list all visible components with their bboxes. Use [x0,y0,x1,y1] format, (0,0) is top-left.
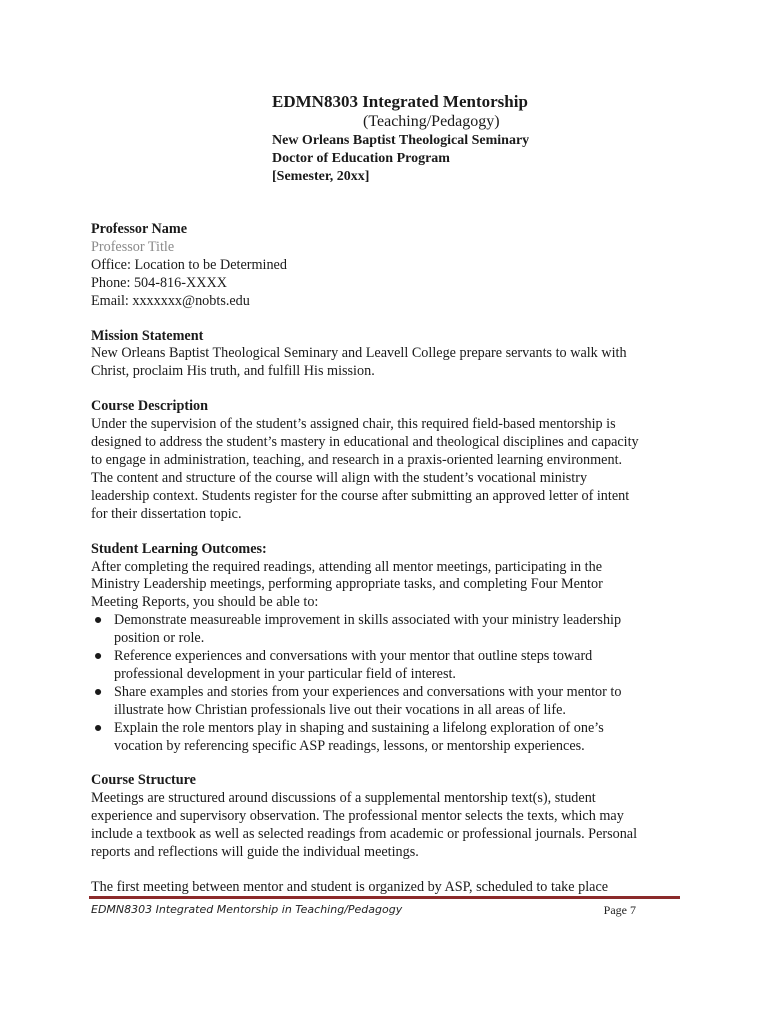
bullet-icon: ● [93,719,103,736]
professor-name: Professor Name [91,221,188,237]
professor-title: Professor Title [91,238,175,255]
outcome-line: vocation by referencing specific ASP readings, lessons, or mentorship experiences. [114,737,585,754]
mission-line: Christ, proclaim His truth, and fulfill His mission. [91,363,375,380]
description-line: to engage in administration, teaching, and research in a praxis-oriented learning environment. [91,451,623,468]
outcome-line: Explain the role mentors play in shaping and sustaining a lifelong exploration of one’s [114,719,604,736]
professor-block [91,221,691,311]
outcomes-intro-line: Meeting Reports, you should be able to: [91,594,319,611]
semester-label: [Semester, 20xx] [272,169,370,184]
description-line: designed to address the student’s mastery in educational and theological disciplines and capacity [91,434,639,451]
bullet-icon: ● [93,683,103,700]
structure-heading: Course Structure [91,772,196,789]
structure-line: reports and reflections will guide the individual meetings. [91,844,419,861]
mission-line: New Orleans Baptist Theological Seminary and Leavell College prepare servants to walk with [91,345,627,362]
list-item [91,612,691,648]
outcome-line: Demonstrate measureable improvement in skills associated with your ministry leadership [114,612,622,629]
description-line: The content and structure of the course will align with the student’s vocational ministry [91,469,588,486]
bullet-icon: ● [93,648,103,665]
program-name: Doctor of Education Program [272,151,450,166]
professor-office: Office: Location to be Determined [91,256,287,273]
structure-continued [91,879,691,897]
bullet-icon: ● [93,612,103,629]
description-section [91,398,691,523]
page-number: Page 7 [603,903,636,917]
outcomes-section [91,541,691,756]
document-body [91,221,691,897]
outcome-line: illustrate how Christian professionals live out their vocations in all areas of life. [114,701,566,718]
outcome-line: professional development in your particular field of interest. [114,665,456,682]
footer-divider [89,896,680,899]
description-line: for their dissertation topic. [91,505,242,522]
professor-phone: Phone: 504-816-XXXX [91,274,227,291]
structure-section [91,772,691,862]
structure-line: Meetings are structured around discussions of a supplemental mentorship text(s), student [91,790,596,807]
list-item [91,648,691,684]
outcomes-list [91,612,691,755]
outcome-line: Share examples and stories from your experiences and conversations with your mentor to [114,683,622,700]
structure-line: include a textbook as well as selected readings from academic or professional journals. Personal [91,826,638,843]
mission-section [91,328,691,382]
description-heading: Course Description [91,398,209,415]
footer-course-title: EDMN8303 Integrated Mentorship in Teaching/Pedagogy [91,903,403,916]
professor-email: Email: xxxxxxx@nobts.edu [91,292,250,309]
mission-heading: Mission Statement [91,327,204,344]
outcome-line: position or role. [114,630,205,647]
outcomes-intro-line: Ministry Leadership meetings, performing appropriate tasks, and completing Four Mentor [91,576,603,593]
description-line: leadership context. Students register for the course after submitting an approved letter of intent [91,487,630,504]
list-item [91,684,691,720]
list-item [91,720,691,756]
outcomes-heading: Student Learning Outcomes: [91,540,267,557]
institution-name: New Orleans Baptist Theological Seminary [272,133,530,148]
structure-line: experience and supervisory observation. The professional mentor selects the texts, which may [91,808,624,825]
course-title: EDMN8303 Integrated Mentorship [272,92,528,111]
page-footer [91,903,636,916]
structure-last-line: The first meeting between mentor and student is organized by ASP, scheduled to take place [91,879,609,895]
outcomes-intro-line: After completing the required readings, attending all mentor meetings, participating in the [91,558,602,575]
course-subtitle: (Teaching/Pedagogy) [363,113,500,130]
document-header [272,92,692,186]
outcome-line: Reference experiences and conversations with your mentor that outline steps toward [114,648,593,665]
description-line: Under the supervision of the student’s assigned chair, this required field-based mentorship is [91,416,616,433]
